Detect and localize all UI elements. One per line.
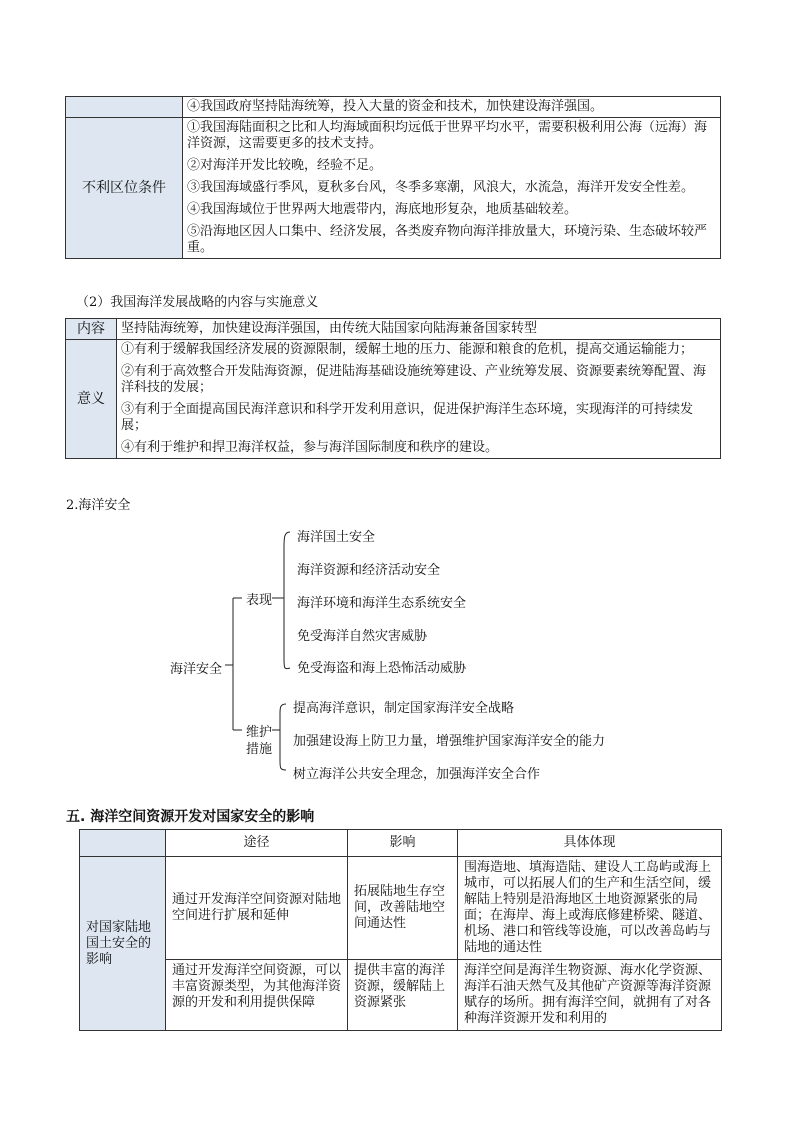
mindmap-branch-measures-line1: 维护 <box>246 725 273 740</box>
mindmap-root: 海洋安全 <box>170 662 223 677</box>
column-header: 影响 <box>348 830 458 857</box>
row-header-meaning: 意义 <box>66 340 117 459</box>
row-header-land-security: 对国家陆地国土安全的影响 <box>80 857 166 1031</box>
mindmap-leaf: 海洋国土安全 <box>297 530 376 545</box>
row-header-unfavorable: 不利区位条件 <box>66 118 183 259</box>
branch2-brace <box>280 704 286 770</box>
row-header-empty <box>66 97 183 118</box>
cell-text: ④我国政府坚持陆海统筹，投入大量的资金和技术，加快建设海洋强国。 <box>187 99 604 114</box>
list-item: ④有利于维护和捍卫海洋权益，参与海洋国际制度和秩序的建设。 <box>121 440 499 455</box>
ocean-space-impact-table <box>79 829 722 1031</box>
mindmap-leaf: 海洋资源和经济活动安全 <box>297 563 441 578</box>
table-cell: 提供丰富的海洋资源，缓解陆上资源紧张 <box>348 960 458 1031</box>
section-heading-5: 五. 海洋空间资源开发对国家安全的影响 <box>66 809 315 825</box>
mindmap-leaf: 免受海盗和海上恐怖活动威胁 <box>297 661 467 676</box>
list-item: ③有利于全面提高国民海洋意识和科学开发利用意识，促进保护海洋生态环境，实现海洋的可持续发展； <box>121 402 694 433</box>
row-header-content: 内容 <box>66 319 117 340</box>
table-cell <box>117 340 721 459</box>
strategy-table <box>65 318 721 459</box>
table-header-row <box>80 830 722 857</box>
mindmap-branch-manifest: 表现 <box>246 593 273 608</box>
ocean-security-mindmap <box>160 518 680 793</box>
table-cell <box>183 118 721 259</box>
list-item: ①我国海陆面积之比和人均海域面积均远低于世界平均水平，需要积极利用公海（远海）海洋资源，这需要更多的技术支持。 <box>187 120 708 151</box>
table-cell: 通过开发海洋空间资源，可以丰富资源类型，为其他海洋资源的开发和利用提供保障 <box>166 960 348 1031</box>
column-header <box>80 830 166 857</box>
mindmap-leaf: 免受海洋自然灾害威胁 <box>297 629 428 644</box>
mindmap-leaf: 加强建设海上防卫力量，增强维护国家海洋安全的能力 <box>293 734 606 749</box>
subheading-strategy: （2）我国海洋发展战略的内容与实施意义 <box>76 295 319 310</box>
table-cell: 围海造地、填海造陆、建设人工岛屿或海上城市，可以拓展人们的生产和生活空间，缓解陆上特别是沿海地区土地资源紧张的局面；在海岸、海上或海底修建桥梁、隧道、机场、港口和管线等设施，可以改善岛屿与陆地的通达性 <box>458 857 722 960</box>
list-item: ②有利于高效整合开发陆海资源，促进陆海基础设施统筹建设、产业统筹发展、资源要素统筹配置、海洋科技的发展； <box>121 364 707 395</box>
table-cell: 通过开发海洋空间资源对陆地空间进行扩展和延伸 <box>166 857 348 960</box>
mindmap-leaf: 提高海洋意识，制定国家海洋安全战略 <box>293 701 515 716</box>
column-header: 具体体现 <box>458 830 722 857</box>
table-row <box>66 97 721 118</box>
table-row <box>66 319 721 340</box>
table-row <box>80 857 722 960</box>
table-row <box>66 340 721 459</box>
table-cell: 拓展陆地生存空间，改善陆地空间通达性 <box>348 857 458 960</box>
table-cell <box>183 97 721 118</box>
mindmap-leaf: 海洋环境和海洋生态系统安全 <box>297 596 467 611</box>
list-item: ②对海洋开发比较晚，经验不足。 <box>187 158 383 173</box>
list-item: ①有利于缓解我国经济发展的资源限制，缓解土地的压力、能源和粮食的危机，提高交通运输能力； <box>121 342 694 357</box>
mindmap-leaf: 树立海洋公共安全理念，加强海洋安全合作 <box>293 767 541 782</box>
list-item: ④我国海域位于世界两大地震带内，海底地形复杂，地质基础较差。 <box>187 202 578 217</box>
table-cell: 海洋空间是海洋生物资源、海水化学资源、海洋石油天然气及其他矿产资源等海洋资源赋存的场所。拥有海洋空间，就拥有了对各种海洋资源开发和利用的 <box>458 960 722 1031</box>
mindmap-branch-measures-line2: 措施 <box>246 742 273 757</box>
table-cell: 坚持陆海统筹，加快建设海洋强国，由传统大陆国家向陆海兼备国家转型 <box>117 319 721 340</box>
branch1-brace <box>284 532 290 669</box>
table-row <box>80 960 722 1031</box>
location-conditions-table <box>65 96 721 259</box>
table-row <box>66 118 721 259</box>
heading-ocean-security: 2.海洋安全 <box>66 498 131 513</box>
list-item: ③我国海域盛行季风，夏秋多台风，冬季多寒潮，风浪大，水流急，海洋开发安全性差。 <box>187 180 695 195</box>
list-item: ⑤沿海地区因人口集中、经济发展，各类废弃物向海洋排放量大，环境污染、生态破坏较严重。 <box>187 224 708 255</box>
column-header: 途径 <box>166 830 348 857</box>
